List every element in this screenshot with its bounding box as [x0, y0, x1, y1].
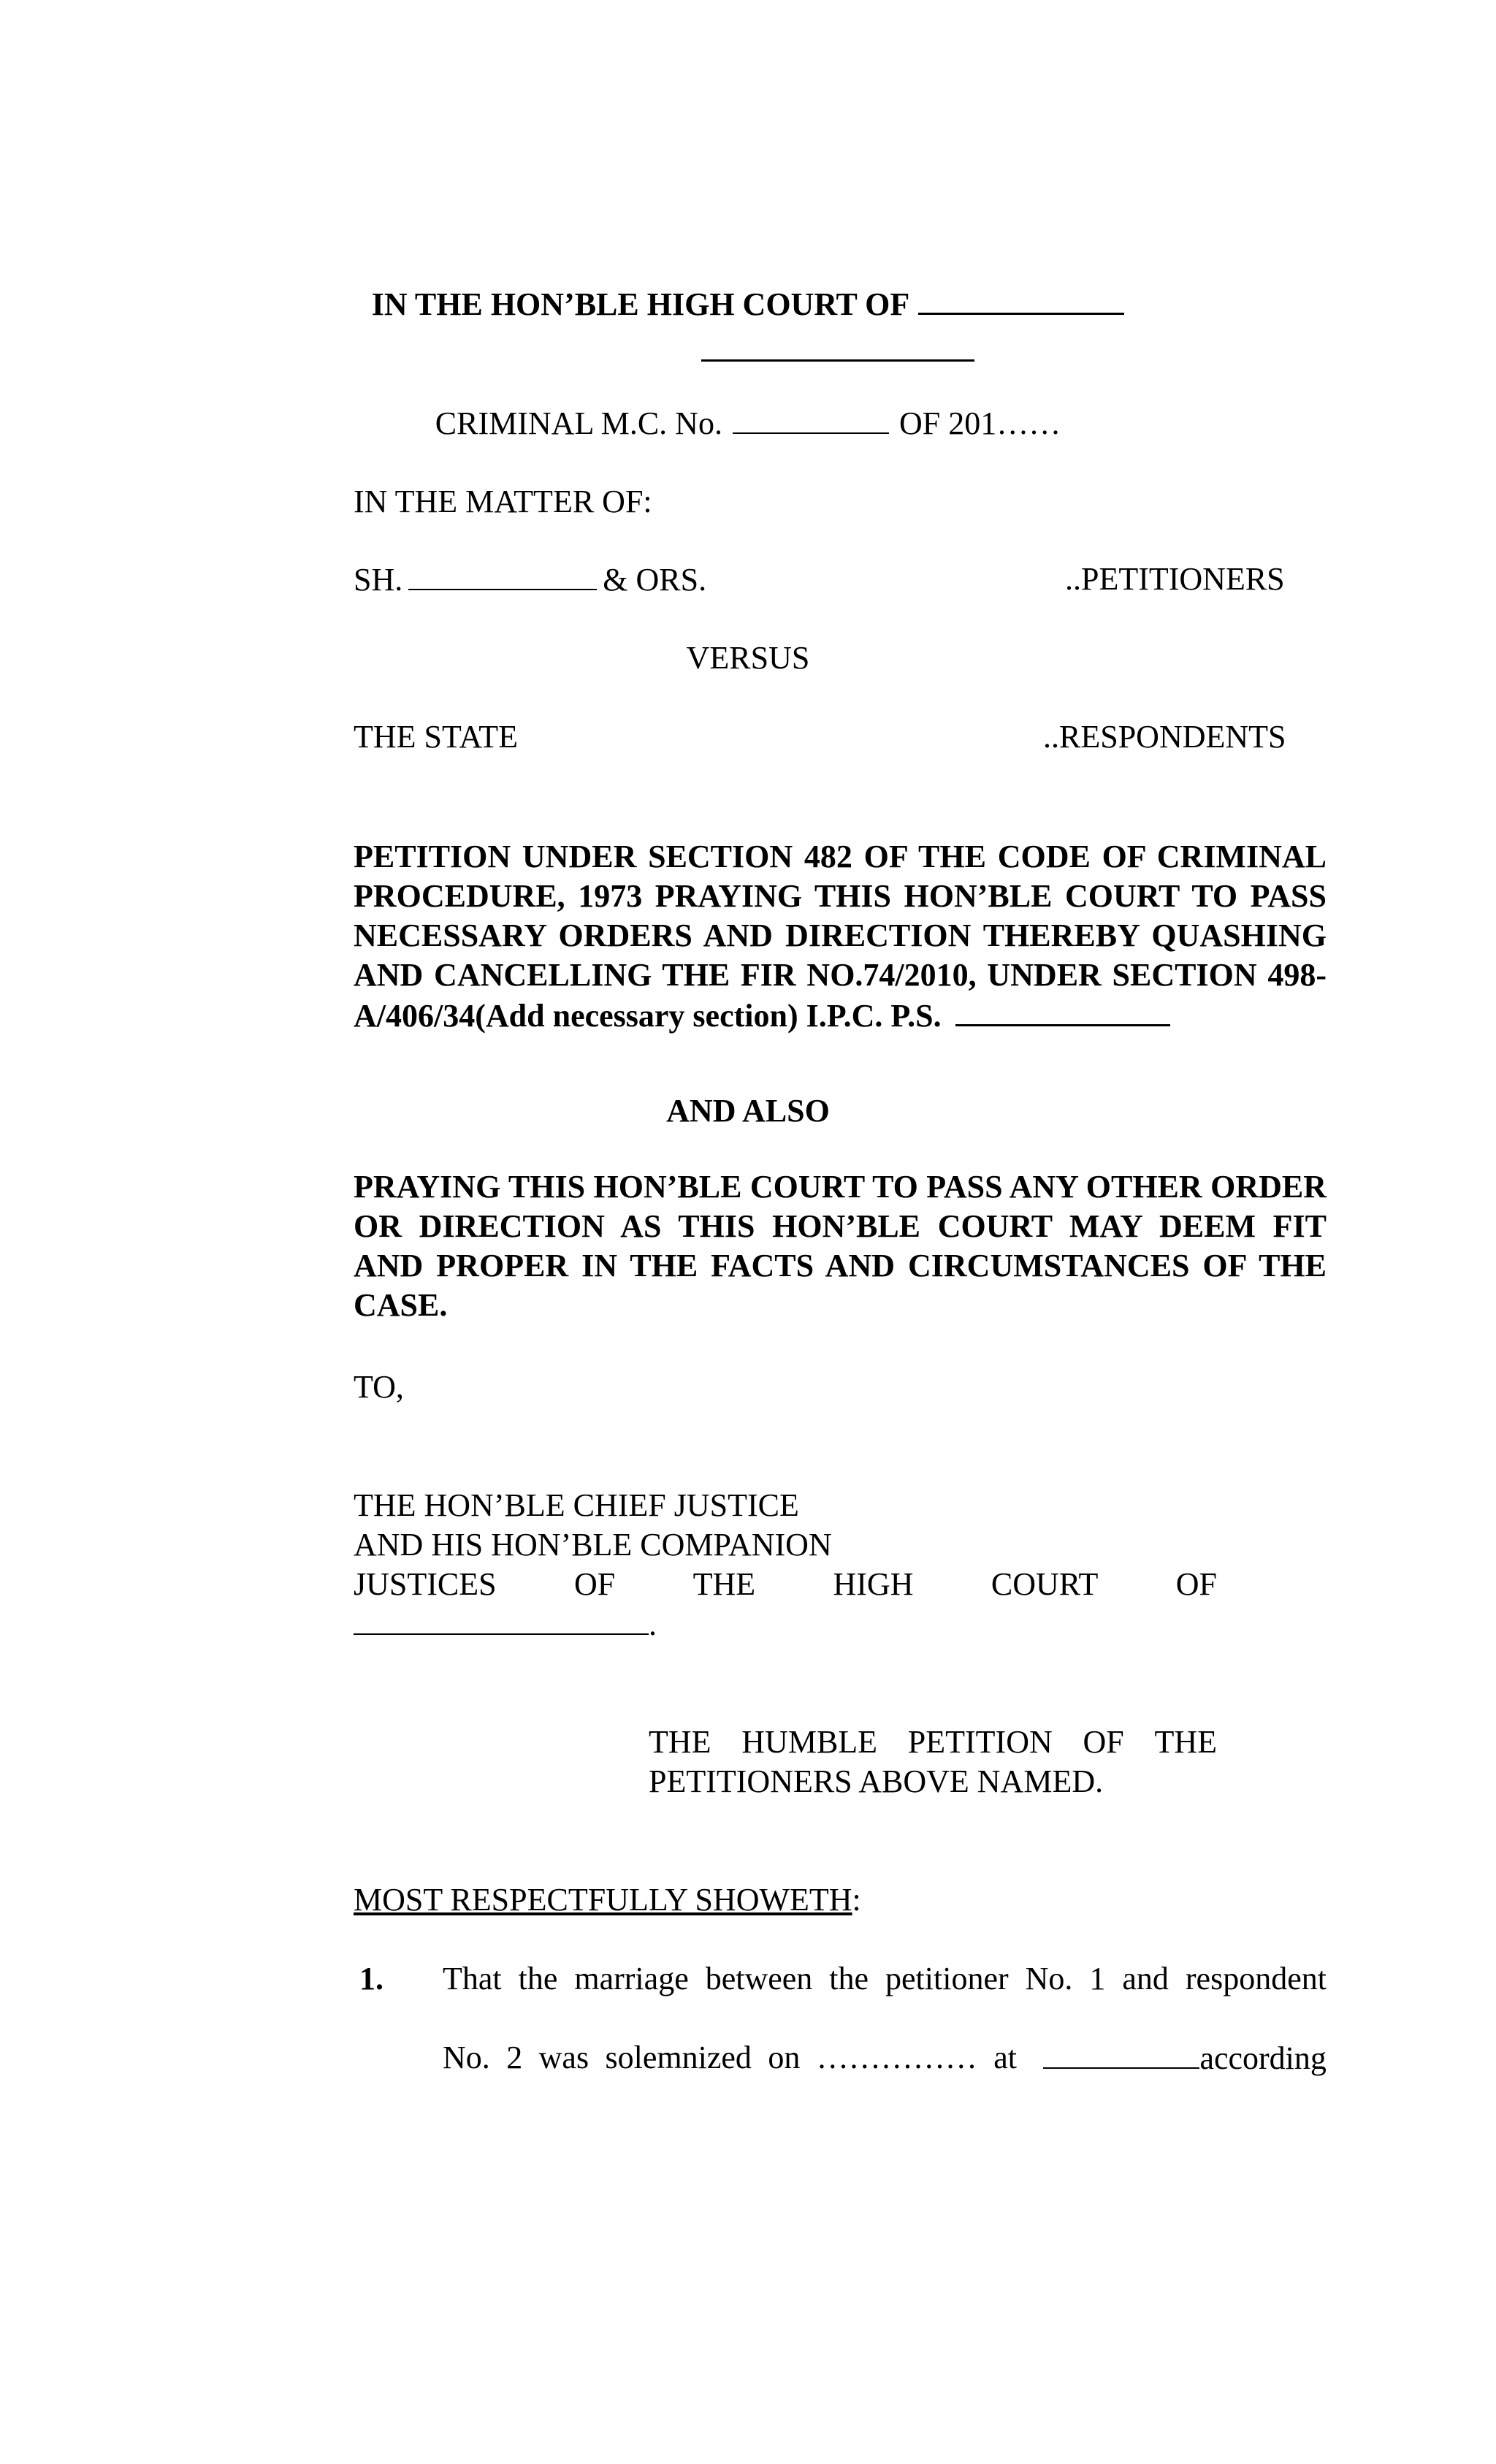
item-word: at — [993, 2040, 1017, 2075]
respondent-name: THE STATE — [354, 719, 519, 755]
item-word: solemnized — [605, 2040, 752, 2075]
item-word: petitioner — [885, 1961, 1009, 1996]
humble-petition-block — [649, 1723, 1217, 1801]
addressee-word: JUSTICES — [354, 1566, 497, 1602]
humble-word: OF — [1083, 1724, 1124, 1760]
to-label: TO, — [354, 1369, 404, 1405]
item-word: and — [1122, 1961, 1169, 1996]
showeth-heading — [354, 1880, 861, 1920]
humble-word: PETITION — [907, 1724, 1053, 1760]
respondent-role: ..RESPONDENTS — [1043, 719, 1286, 755]
praying-paragraph: PRAYING THIS HON’BLE COURT TO PASS ANY OTHER ORDER OR DIRECTION AS THIS HON’BLE COURT MAY DEEM FIT AND PROPER IN THE FACTS AND CIRCUMSTANCES OF THE CASE. — [354, 1169, 1327, 1323]
addressee-line-4 — [354, 1604, 657, 1644]
versus-label: VERSUS — [686, 640, 810, 676]
item-word: 2 — [506, 2040, 523, 2075]
petitioner-name — [354, 560, 706, 600]
matter-label: IN THE MATTER OF: — [354, 484, 652, 519]
addressee-word: HIGH — [833, 1566, 914, 1602]
addressee-line-2: AND HIS HON’BLE COMPANION — [354, 1527, 832, 1563]
marriage-place-blank — [1043, 2038, 1199, 2069]
case-number — [0, 403, 1496, 443]
item-word: 1 — [1089, 1961, 1106, 1996]
addressee-word: THE — [692, 1566, 756, 1602]
item-word: No. — [443, 2040, 490, 2075]
item-line-1 — [443, 1959, 1327, 1999]
item-word: the — [829, 1961, 869, 1996]
item-line-2 — [443, 2038, 1327, 2078]
item-word: between — [705, 1961, 813, 1996]
addressee-period: . — [649, 1606, 657, 1642]
showeth-text: MOST RESPECTFULLY SHOWETH — [354, 1882, 852, 1918]
court-title — [0, 283, 1496, 324]
petition-paragraph — [354, 837, 1327, 1036]
addressee-word: COURT — [991, 1566, 1099, 1602]
item-number: 1. — [359, 1961, 383, 1996]
item-word: respondent — [1185, 1961, 1327, 1996]
item-word: on — [768, 2040, 801, 2075]
showeth-colon: : — [852, 1882, 861, 1918]
and-also-heading: AND ALSO — [666, 1093, 830, 1129]
item-word: That — [443, 1961, 502, 1996]
court-name-blank-continued — [701, 358, 974, 362]
petitioner-prefix: SH. — [354, 562, 403, 598]
addressee-line-1: THE HON’BLE CHIEF JUSTICE — [354, 1487, 799, 1523]
humble-line-1 — [649, 1723, 1217, 1762]
item-word: No. — [1025, 1961, 1073, 1996]
petitioner-name-blank — [408, 560, 597, 590]
petition-text: PETITION UNDER SECTION 482 OF THE CODE OF CRIMINAL PROCEDURE, 1973 PRAYING THIS HON’BLE COURT TO PASS NECESSARY ORDERS AND DIRECTION THEREBY QUASHING AND CANCELLING THE FIR NO.74/2010, UNDER SECTION 498-A/406/34(Add necessary section) I.P.C. P.S. — [354, 839, 1327, 1034]
petitioner-suffix: & ORS. — [603, 562, 707, 598]
item-word: was — [538, 2040, 589, 2075]
case-number-blank — [733, 403, 889, 434]
addressee-word: OF — [573, 1566, 616, 1602]
item-word: according — [1199, 2040, 1327, 2076]
addressee-block — [354, 1486, 832, 1565]
petitioner-role: ..PETITIONERS — [1065, 561, 1285, 597]
item-word: marriage — [574, 1961, 689, 1996]
addressee-word: OF — [1175, 1566, 1217, 1602]
case-number-prefix: CRIMINAL M.C. No. — [435, 405, 722, 441]
item-word: the — [518, 1961, 558, 1996]
humble-word: THE — [1154, 1724, 1217, 1760]
case-number-suffix: OF 201…… — [898, 405, 1061, 441]
court-title-text: IN THE HON’BLE HIGH COURT OF — [371, 286, 910, 322]
police-station-blank — [955, 995, 1170, 1026]
humble-word: HUMBLE — [741, 1724, 878, 1760]
item-word: …………… — [816, 2040, 977, 2075]
addressee-line-3 — [354, 1565, 1217, 1604]
humble-word: THE — [649, 1724, 711, 1760]
high-court-name-blank — [354, 1604, 649, 1635]
humble-line-2: PETITIONERS ABOVE NAMED. — [649, 1763, 1104, 1799]
item-line-2-end — [1033, 2038, 1326, 2078]
court-name-blank — [918, 283, 1124, 315]
